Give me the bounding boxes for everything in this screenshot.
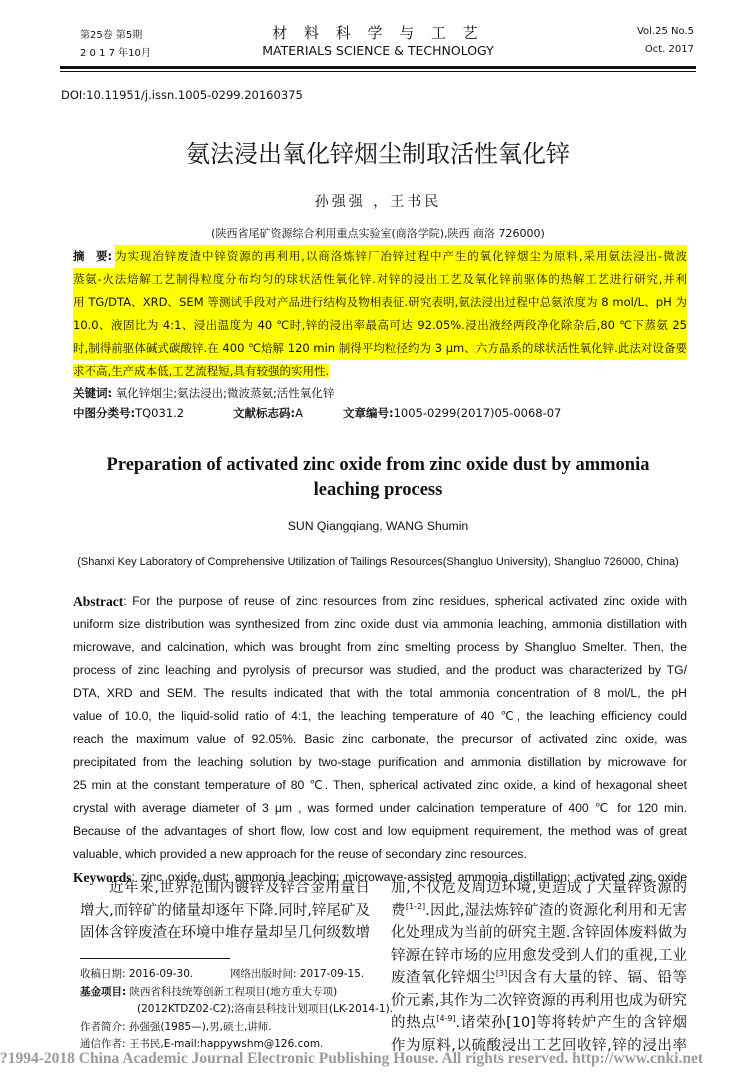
body-line xyxy=(391,990,687,1013)
classification-row xyxy=(73,403,687,423)
doi[interactable]: DOI:10.11951/j.issn.1005-0299.20160375 xyxy=(61,88,303,102)
title-en-line: Preparation of activated zinc oxide from zinc oxide dust by ammonia xyxy=(106,455,650,475)
abstract-en-line: DTA, XRD and SEM. The results indicated that with the total ammonia concentration of 8 mol/L, the pH xyxy=(73,686,687,700)
body-line: 近年来,世界范围内镀锌及锌合金用量日 xyxy=(109,880,370,896)
body-line: 固体含锌废渣在环境中堆存量却呈几何级数增 xyxy=(80,925,370,941)
body-text: 锌源在锌市场的应用愈发受到人们的重视,工业 xyxy=(391,947,687,964)
footnote-rule xyxy=(80,958,230,959)
footnotes xyxy=(80,966,394,1054)
abstract-en-line: valuable, which provided a new approach for the reuse of secondary zinc resources. xyxy=(73,847,527,861)
body-right-column xyxy=(391,877,687,1057)
volume-issue-en: Vol.25 No.5 xyxy=(636,26,694,37)
fund-1: 陕西省科技统筹创新工程项目(地方重大专项) xyxy=(129,985,338,998)
copyright-watermark: ?1994-2018 China Academic Journal Electronic Publishing House. All rights reserved. http://www.cnki.net xyxy=(0,1050,703,1067)
abstract-cn-text: 为实现冶锌废渣中锌资源的再利用,以商洛炼锌厂冶锌过程中产生的氧化锌烟尘为原料,采用氨法浸出-微波 xyxy=(115,245,687,268)
abstract-en-line: microwave, and calcination, which was brought from zinc smelting process by Shangluo Smelter. Then, the xyxy=(73,640,687,654)
abstract-en-line: crystal with average diameter of 3 μm , was formed under calcination temperature of 400 ℃ for 120 min. xyxy=(73,801,687,815)
abstract-en-line: 25 min at the constant temperature of 80 ℃. Then, spherical activated zinc oxide, a kind of hexagonal sheet xyxy=(73,778,687,792)
abstract-en-label: Abstract xyxy=(73,594,124,609)
online-date: 网络出版时间: 2017-09-15. xyxy=(230,968,365,980)
body-line xyxy=(391,967,687,990)
body-line xyxy=(391,1012,687,1035)
corresponding-author[interactable]: 通信作者: 王书民,E-mail:happywshm@126.com. xyxy=(80,1038,324,1050)
body-text: .诸荣孙[10]等将转炉产生的含锌烟 xyxy=(455,1015,687,1031)
title-en xyxy=(0,453,756,503)
footnote-fund xyxy=(80,984,370,1002)
abstract-cn xyxy=(73,245,687,423)
body-text: 作为原料,以硫酸浸出工艺回收锌,锌的浸出率 xyxy=(391,1037,687,1054)
body-line xyxy=(391,922,687,945)
clc-value: TQ031.2 xyxy=(135,406,185,420)
affiliation-cn: (陕西省尾矿资源综合利用重点实验室(商洛学院),陕西 商洛 726000) xyxy=(211,227,545,240)
affiliation-en: (Shanxi Key Laboratory of Comprehensive Utilization of Tailings Resources(Shangluo University), Shangluo 726000, China) xyxy=(77,556,679,568)
abstract-cn-line xyxy=(73,245,687,268)
fund-label: 基金项目: xyxy=(80,985,127,998)
abstract-en-text: : For the purpose of reuse of zinc resources from zinc residues, spherical activated zinc oxide with xyxy=(123,594,687,608)
abstract-cn-line xyxy=(73,360,687,383)
body-text: 因含有大量的锌、镉、铅等 xyxy=(507,970,687,986)
volume-issue-cn: 第25卷 第5期 xyxy=(80,30,143,41)
keywords-en-value: : zinc oxide dust; ammonia leaching; microwave-assisted ammonia distillation; activated zinc oxide xyxy=(131,870,687,884)
abstract-cn-line: 时,制得前驱体碱式碳酸锌.在 400 ℃焙解 120 min 制得平均粒径约为 3 μm、六方晶系的球状活性氧化锌.此法对设备要 xyxy=(73,337,687,360)
body-text: 价元素,其作为二次锌资源的再利用也成为研究 xyxy=(391,992,687,1009)
keywords-cn-value: 氧化锌烟尘;氨法浸出;微波蒸氨;活性氧化锌 xyxy=(115,386,335,400)
authors-en: SUN Qiangqiang, WANG Shumin xyxy=(287,519,469,533)
clc-label: 中图分类号: xyxy=(73,406,136,420)
abstract-en-line: process of zinc leaching and pyrolysis of precursor was studied, and the product was characterized by TG/ xyxy=(73,663,687,677)
abstract-en-line xyxy=(73,590,687,613)
abstract-en-line: Because of the advantages of short flow, low cost and low equipment requirement, the method was of great xyxy=(73,824,687,838)
doc-code-label: 文献标志码: xyxy=(233,406,296,420)
authors-cn: 孙强强 ，王书民 xyxy=(314,194,442,210)
citation[interactable]: [3] xyxy=(495,969,508,979)
body-line xyxy=(391,945,687,968)
abstract-en-line: uniform size distribution was synthesized from zinc oxide dust via ammonia leaching, ammonia distillation with xyxy=(73,617,687,631)
title-en-line: leaching process xyxy=(313,480,443,500)
abstract-en xyxy=(73,590,687,889)
received-date: 收稿日期: 2016-09-30. xyxy=(80,968,194,980)
header-rule-thick xyxy=(60,66,696,69)
abstract-en-line: precipitated from the leaching solution by two-stage purification and ammonia distillation by microwave for xyxy=(73,755,687,769)
body-line: 增大,而锌矿的储量却逐年下降.同时,锌尾矿及 xyxy=(80,902,370,919)
body-left-column xyxy=(80,877,370,945)
abstract-en-line: value of 10.0, the liquid-solid ratio of 4:1, the leaching temperature of 40 ℃, the leaching efficiency could xyxy=(73,709,687,723)
journal-title-en: MATERIALS SCIENCE & TECHNOLOGY xyxy=(262,43,494,58)
body-text: 的热点 xyxy=(391,1015,437,1031)
keywords-cn xyxy=(73,383,687,403)
abstract-cn-line: 10.0、液固比为 4:1、浸出温度为 40 ℃时,锌的浸出率最高可达 92.05%.浸出液经两段净化除杂后,80 ℃下蒸氨 25 xyxy=(73,314,687,337)
body-text: 化处理成为当前的研究主题.含锌固体废料做为 xyxy=(391,925,687,941)
date-en: Oct. 2017 xyxy=(644,44,694,55)
author-intro: 作者简介: 孙强强(1985—),男,硕士,讲师. xyxy=(80,1020,272,1033)
journal-title-cn: 材 料 科 学 与 工 艺 xyxy=(272,24,484,42)
citation[interactable]: [4-9] xyxy=(436,1014,456,1024)
header-rule-thin xyxy=(60,71,696,72)
abstract-en-line: reach the maximum value of 92.05%. Basic zinc carbonate, the precursor of activated zinc oxide, was xyxy=(73,732,687,746)
body-text: 废渣氧化锌烟尘 xyxy=(391,970,496,986)
abstract-cn-line: 用 TG/DTA、XRD、SEM 等测试手段对产品进行结构及物相表征.研究表明,氨法浸出过程中总氨浓度为 8 mol/L、pH 为 xyxy=(73,291,687,314)
article-no-label: 文章编号: xyxy=(343,406,394,420)
body-line xyxy=(391,900,687,923)
body-text: 加,不仅危及周边环境,更造成了大量锌资源的 xyxy=(391,880,687,896)
citation[interactable]: [1-2] xyxy=(405,901,426,911)
keywords-cn-label: 关键词: xyxy=(73,386,113,400)
footnote-dates xyxy=(80,966,370,984)
article-no-value: 1005-0299(2017)05-0068-07 xyxy=(393,406,562,420)
abstract-cn-text: 求不高,生产成本低,工艺流程短,具有较强的实用性. xyxy=(73,364,330,378)
fund-2: (2012KTDZ02-C2);洛南县科技计划项目(LK-2014-1). xyxy=(137,1003,394,1015)
doc-code-value: A xyxy=(295,406,303,420)
abstract-cn-label: 摘 要: xyxy=(73,249,113,263)
abstract-cn-line: 蒸氨-火法焙解工艺制得粒度分布均匀的球状活性氧化锌.对锌的浸出工艺及氧化锌前驱体的热解工艺进行研究,并利 xyxy=(73,268,687,291)
date-cn: 2 0 1 7 年10月 xyxy=(80,48,151,59)
body-text: 费 xyxy=(391,902,406,919)
keywords-en-label: Keywords xyxy=(73,870,132,885)
body-text: .因此,湿法炼锌矿渣的资源化利用和无害 xyxy=(425,902,687,919)
body-line xyxy=(391,877,687,900)
title-cn: 氨法浸出氧化锌烟尘制取活性氧化锌 xyxy=(186,140,570,168)
